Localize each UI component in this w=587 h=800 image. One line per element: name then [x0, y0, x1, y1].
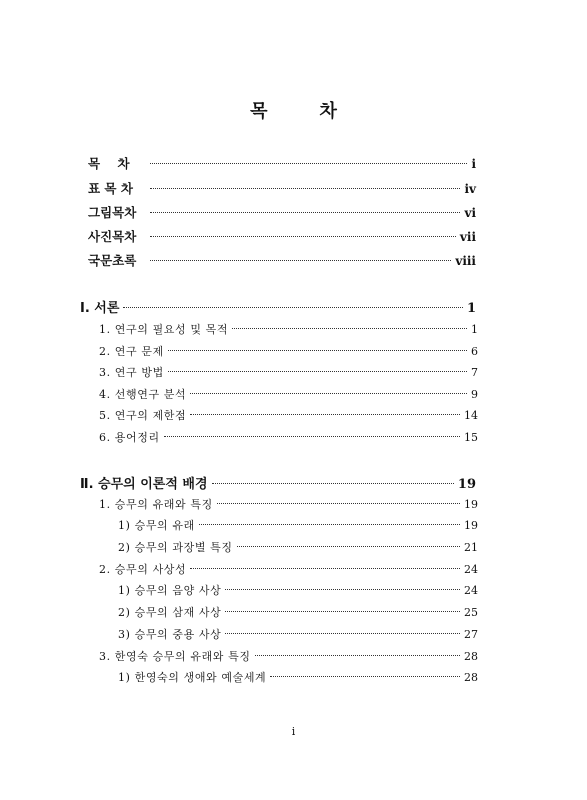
toc-page-number: 28 — [464, 650, 478, 663]
toc-section[interactable] — [99, 496, 478, 512]
toc-section-label: 2. 연구 문제 — [99, 345, 164, 358]
toc-frontmatter-label: 목 차 — [88, 156, 130, 171]
page-title-part2: 차 — [319, 101, 337, 122]
toc-section[interactable] — [99, 386, 478, 402]
dot-leader — [232, 328, 467, 329]
footer-page-number: i — [291, 725, 296, 738]
dot-leader — [225, 589, 460, 590]
toc-section[interactable] — [99, 407, 478, 423]
page-title — [0, 97, 587, 123]
toc-subsection[interactable] — [118, 517, 478, 533]
dot-leader — [168, 350, 467, 351]
toc-page-number: 9 — [471, 388, 478, 401]
toc-page-number: 19 — [464, 498, 478, 511]
dot-leader — [150, 163, 467, 164]
dot-leader — [190, 393, 467, 394]
toc-section[interactable] — [99, 648, 478, 664]
toc-frontmatter-item[interactable] — [88, 227, 476, 245]
toc-chapter-label: Ⅰ. 서론 — [80, 301, 120, 316]
toc-frontmatter-item[interactable] — [88, 154, 476, 172]
toc-frontmatter-item[interactable] — [88, 203, 476, 221]
toc-page-number: 28 — [464, 671, 478, 684]
toc-section-label: 3. 한영숙 승무의 유래와 특징 — [99, 650, 251, 663]
toc-frontmatter-item[interactable] — [88, 179, 476, 197]
dot-leader — [150, 212, 460, 213]
toc-section-label: 1. 연구의 필요성 및 목적 — [99, 323, 229, 336]
toc-subsection[interactable] — [118, 539, 478, 555]
toc-frontmatter-item[interactable] — [88, 251, 476, 269]
dot-leader — [270, 676, 460, 677]
dot-leader — [190, 568, 460, 569]
toc-frontmatter-label: 그림목차 — [88, 205, 137, 220]
toc-page-number: viii — [455, 254, 476, 268]
toc-subsection-label: 1) 한영숙의 생애와 예술세계 — [118, 671, 267, 684]
toc-section-label: 1. 승무의 유래와 특징 — [99, 498, 213, 511]
dot-leader — [225, 611, 460, 612]
toc-section-label: 5. 연구의 제한점 — [99, 409, 187, 422]
toc-page-number: 24 — [464, 584, 478, 597]
toc-section-label: 2. 승무의 사상성 — [99, 563, 187, 576]
dot-leader — [150, 260, 451, 261]
toc-section[interactable] — [99, 364, 478, 380]
toc-page-number: 6 — [471, 345, 478, 358]
dot-leader — [199, 524, 460, 525]
toc-chapter-label: Ⅱ. 승무의 이론적 배경 — [80, 477, 208, 492]
toc-page-number: 7 — [471, 366, 478, 379]
toc-section[interactable] — [99, 343, 478, 359]
dot-leader — [168, 371, 467, 372]
dot-leader — [150, 188, 460, 189]
dot-leader — [150, 236, 456, 237]
toc-page-number: vi — [464, 206, 476, 220]
toc-page-number: 25 — [464, 606, 478, 619]
toc-subsection[interactable] — [118, 582, 478, 598]
toc-chapter[interactable] — [80, 473, 476, 492]
dot-leader — [212, 483, 454, 484]
dot-leader — [255, 655, 460, 656]
toc-section[interactable] — [99, 561, 478, 577]
toc-page-number: 24 — [464, 563, 478, 576]
dot-leader — [217, 503, 460, 504]
toc-page-number: 27 — [464, 628, 478, 641]
toc-page-number: iv — [464, 182, 476, 196]
toc-section[interactable] — [99, 321, 478, 337]
toc-page-number: i — [471, 157, 476, 171]
toc-page-number: 19 — [457, 477, 476, 492]
toc-page-number: 19 — [464, 519, 478, 532]
toc-section-label: 3. 연구 방법 — [99, 366, 164, 379]
toc-subsection[interactable] — [118, 669, 478, 685]
toc-subsection-label: 1) 승무의 유래 — [118, 519, 195, 532]
toc-page-number: vii — [459, 230, 476, 244]
toc-subsection-label: 3) 승무의 중용 사상 — [118, 628, 222, 641]
toc-page-number: 15 — [464, 431, 478, 444]
toc-page-number: 1 — [466, 301, 476, 316]
toc-subsection-label: 2) 승무의 과장별 특징 — [118, 541, 233, 554]
toc-subsection[interactable] — [118, 604, 478, 620]
toc-section-label: 6. 용어정리 — [99, 431, 160, 444]
dot-leader — [164, 436, 460, 437]
toc-section-label: 4. 선행연구 분석 — [99, 388, 187, 401]
toc-frontmatter-label: 사진목차 — [88, 229, 137, 244]
toc-subsection[interactable] — [118, 626, 478, 642]
toc-frontmatter-label: 국문초록 — [88, 253, 137, 268]
toc-subsection-label: 1) 승무의 음양 사상 — [118, 584, 222, 597]
dot-leader — [123, 307, 463, 308]
toc-page-number: 1 — [471, 323, 478, 336]
toc-chapter[interactable] — [80, 297, 476, 316]
toc-page-number: 14 — [464, 409, 478, 422]
dot-leader — [225, 633, 460, 634]
toc-page-number: 21 — [464, 541, 478, 554]
dot-leader — [237, 546, 460, 547]
dot-leader — [190, 414, 460, 415]
toc-subsection-label: 2) 승무의 삼재 사상 — [118, 606, 222, 619]
toc-section[interactable] — [99, 429, 478, 445]
toc-frontmatter-label: 표 목 차 — [88, 181, 133, 196]
page-title-part1: 목 — [250, 101, 268, 122]
